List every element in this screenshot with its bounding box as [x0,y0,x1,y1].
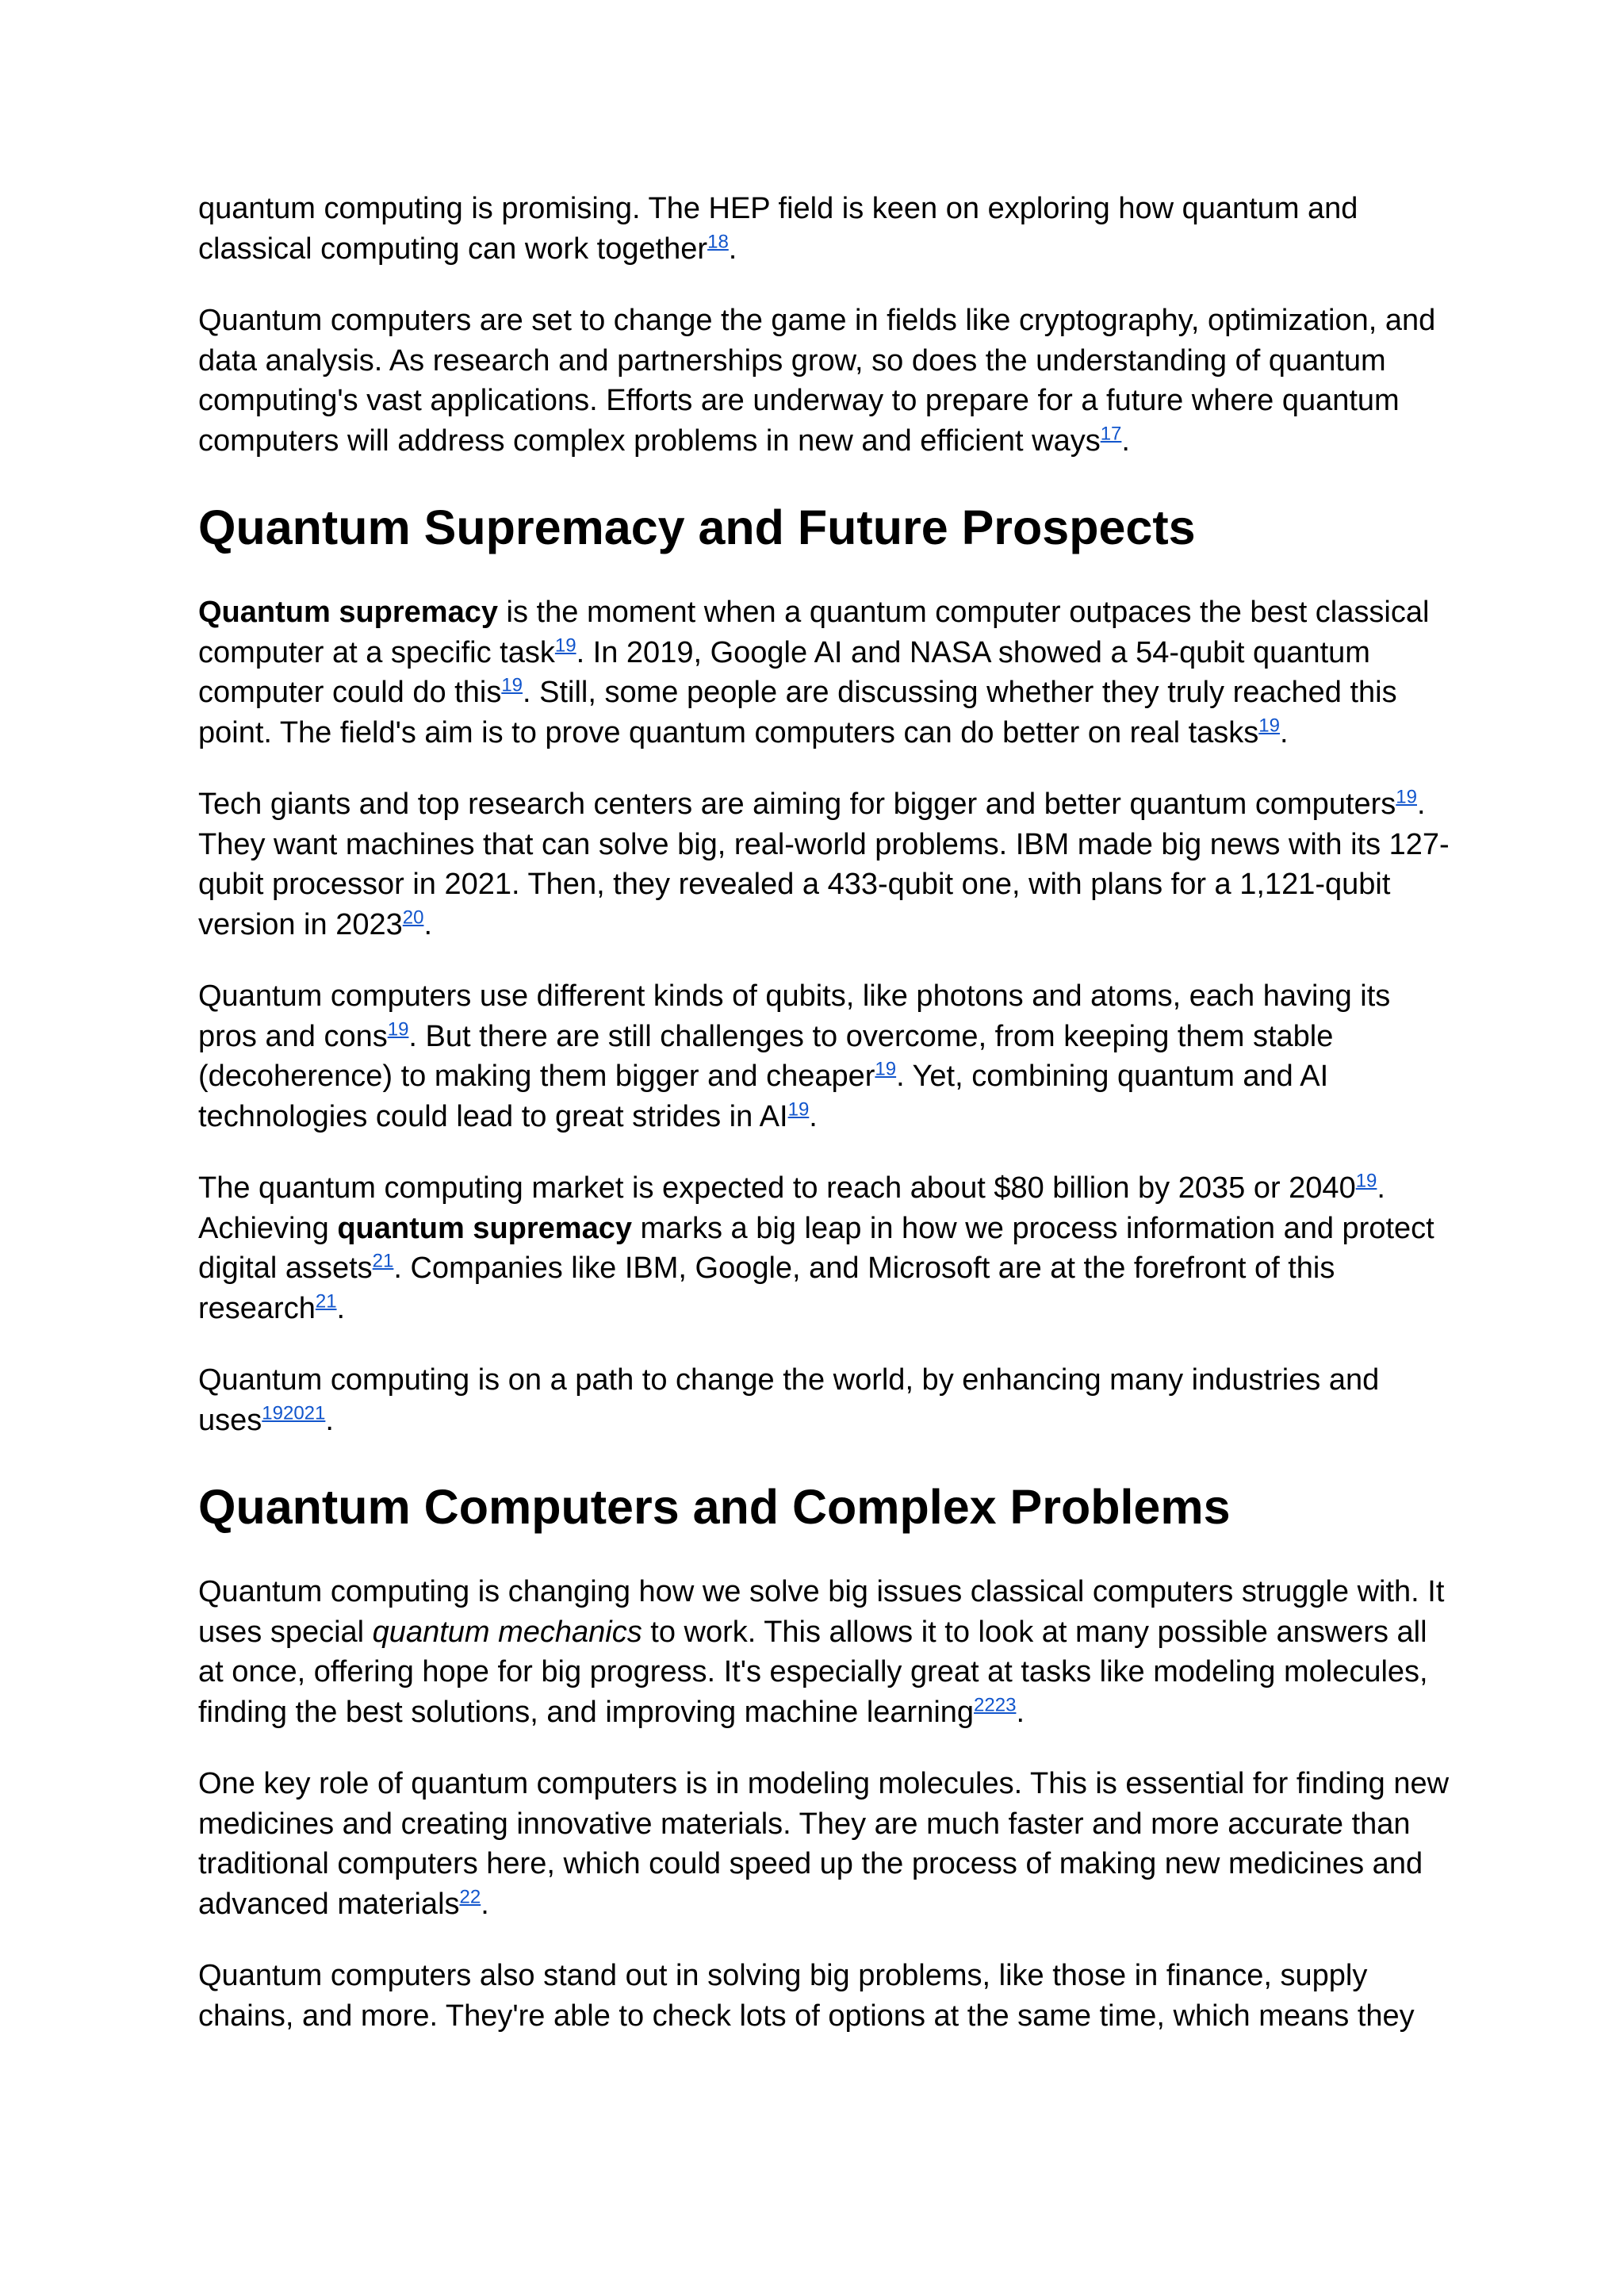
paragraph-text: quantum computing is promising. The HEP field is keen on exploring how quantum and classical computing can work together [198,192,1358,266]
paragraph-supremacy-definition [198,592,1451,753]
paragraph-text: . Still, some people are discussing whether they truly reached this point. The field's aim is to prove quantum computers can do better on real tasks [198,676,1397,749]
paragraph-text: . [423,907,432,941]
bold-term: quantum supremacy [337,1211,632,1245]
footnote-link[interactable]: 19 [1396,786,1417,808]
paragraph-text: The quantum computing market is expected to reach about $80 billion by 2035 or 2040 [198,1171,1356,1205]
paragraph-text: . Achieving [198,1171,1385,1245]
paragraph-text: . But there are still challenges to overcome, from keeping them stable (decoherence) to making them bigger and cheaper [198,1019,1334,1093]
paragraph-market [198,1168,1451,1328]
footnote-link[interactable]: 19 [387,1018,409,1040]
footnote-link[interactable]: 18 [707,230,729,252]
footnote-link[interactable]: 22 [459,1885,481,1907]
paragraph-text: . [1121,424,1130,458]
footnote-link[interactable]: 20 [402,906,424,928]
paragraph-text: marks a big leap in how we process information and protect digital assets [198,1211,1434,1285]
paragraph-text: Quantum computing is changing how we solve big issues classical computers struggle with. It uses special [198,1575,1445,1649]
paragraph-text: Quantum computers are set to change the game in fields like cryptography, optimization, and data analysis. As research and partnerships grow, so does the understanding of quantum computing's vast applications. Efforts are underway to prepare for a future where quantum computers will address complex problems in new and efficient ways [198,304,1436,458]
paragraph-text: Tech giants and top research centers are aiming for bigger and better quantum computers [198,788,1396,821]
paragraph-tech-giants [198,784,1451,945]
footnote-link[interactable]: 19 [787,1098,810,1120]
paragraph-text: . In 2019, Google AI and NASA showed a 54-qubit quantum computer could do this [198,635,1370,709]
footnote-link[interactable]: 19 [1355,1170,1377,1192]
paragraph-text: Quantum computers also stand out in solving big problems, like those in finance, supply chains, and more. They're able to check lots of options at the same time, which means they [198,1959,1415,2033]
footnote-link[interactable]: 21 [372,1250,394,1272]
paragraph-text: . [1016,1695,1025,1729]
paragraph-text: One key role of quantum computers is in modeling molecules. This is essential for finding new medicines and creating innovative materials. They are much faster and more accurate than traditional computers here, which could speed up the process of making new medicines and advanced materials [198,1767,1450,1921]
paragraph-text: . [336,1291,346,1325]
paragraph-text: Quantum computing is on a path to change the world, by enhancing many industries and uses [198,1363,1380,1437]
paragraph-text: . They want machines that can solve big, real-world problems. IBM made big news with its 127-qubit processor in 2021. Then, they revealed a 433-qubit one, with plans for a 1,121-qubit version in 2023 [198,788,1450,941]
paragraph-text: Quantum computers use different kinds of qubits, like photons and atoms, each having its pros and cons [198,979,1391,1053]
paragraph-hep-collaboration [198,189,1451,269]
section-heading-supremacy: Quantum Supremacy and Future Prospects [198,500,1196,554]
paragraph-text: . [325,1403,334,1437]
footnote-link[interactable]: 19 [875,1058,897,1080]
bold-term: Quantum supremacy [198,596,498,629]
paragraph-solving-issues [198,1572,1451,1732]
paragraph-change-world [198,1360,1451,1440]
paragraph-big-problems [198,1956,1451,2036]
paragraph-text: . [728,232,737,266]
paragraph-modeling-molecules [198,1764,1451,1924]
footnote-link[interactable]: 21 [315,1290,337,1312]
paragraph-text: to work. This allows it to look at many possible answers all at once, offering hope for big progress. It's especially great at tasks like modeling molecules, finding the best solutions, and improving machine learning [198,1615,1428,1729]
footnote-link[interactable]: 19 [501,674,523,696]
paragraph-text: . [809,1099,818,1133]
paragraph-game-changer [198,301,1451,461]
footnote-link[interactable]: 17 [1100,422,1122,444]
italic-term: quantum mechanics [372,1615,642,1649]
paragraph-text: is the moment when a quantum computer outpaces the best classical computer at a specific task [198,596,1430,669]
paragraph-text: . Companies like IBM, Google, and Microsoft are at the forefront of this research [198,1251,1335,1325]
paragraph-text: . [481,1887,489,1921]
footnote-link[interactable]: 192021 [262,1401,326,1424]
section-heading-complex-problems: Quantum Computers and Complex Problems [198,1480,1231,1534]
footnote-link[interactable]: 19 [554,634,576,656]
footnote-link[interactable]: 19 [1258,714,1280,736]
paragraph-qubit-kinds [198,976,1451,1137]
paragraph-text: . [1279,715,1289,749]
document-page [198,189,1451,2068]
footnote-link[interactable]: 2223 [974,1693,1017,1715]
paragraph-text: . Yet, combining quantum and AI technologies could lead to great strides in AI [198,1060,1329,1133]
